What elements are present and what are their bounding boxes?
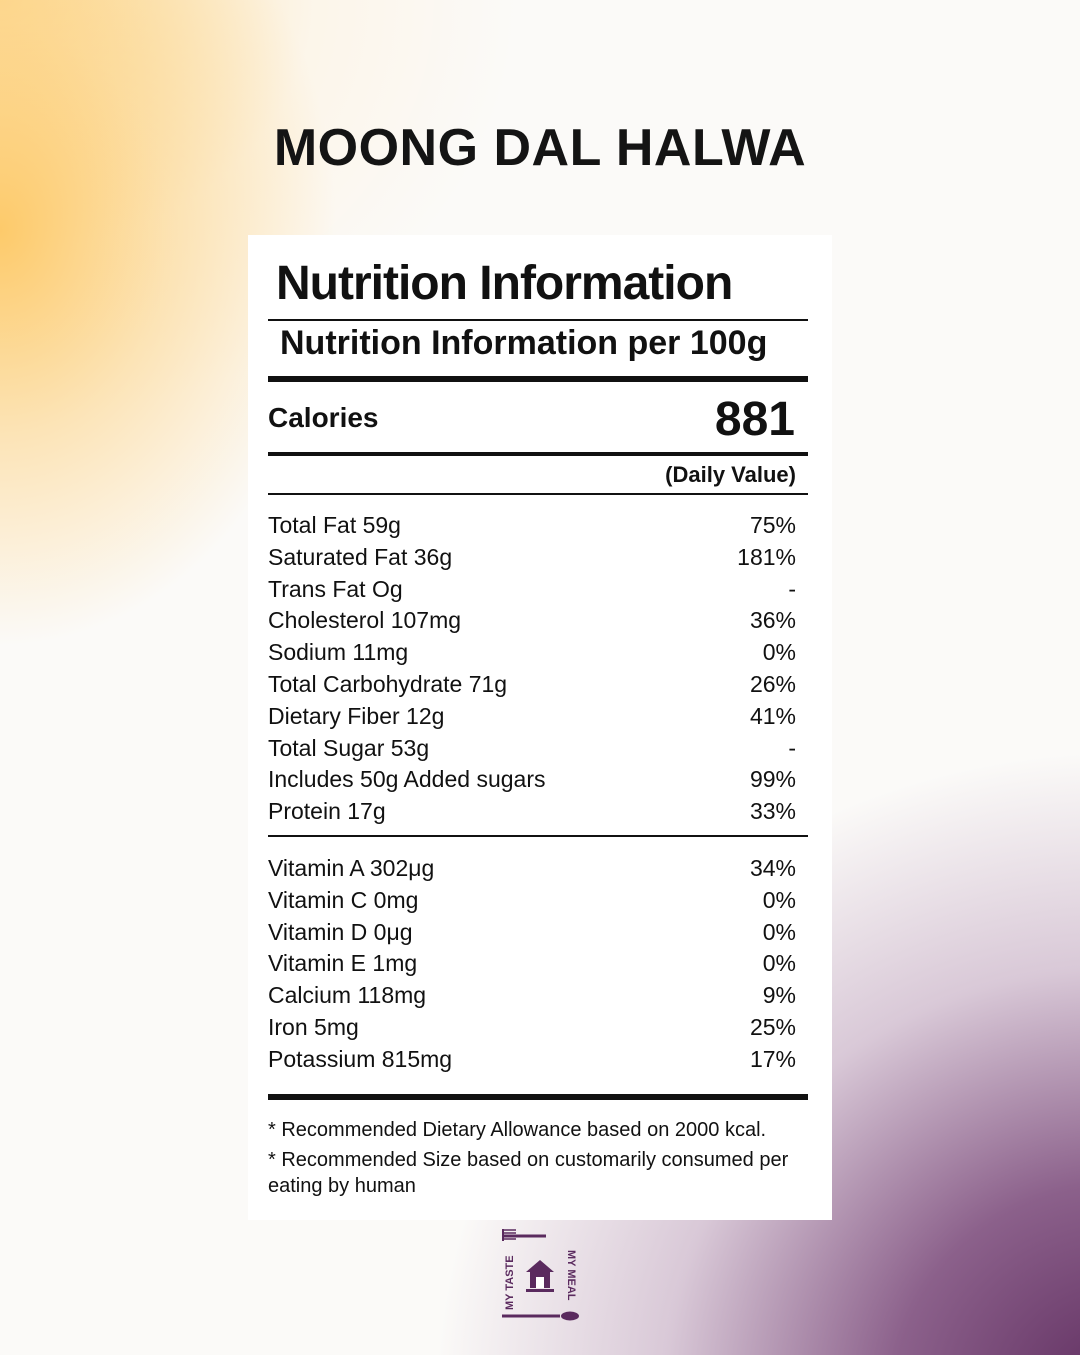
vitamin-label: Potassium 815mg: [268, 1045, 453, 1072]
vitamin-row: [268, 917, 796, 949]
logo-graphic: [498, 1228, 582, 1324]
nutrition-heading: Nutrition Information: [276, 257, 733, 310]
page-title: MOONG DAL HALWA: [273, 119, 807, 177]
nutrient-label: Includes 50g Added sugars: [268, 766, 546, 793]
vitamin-label: Calcium 118mg: [268, 982, 427, 1009]
nutrient-dv: -: [788, 734, 796, 761]
vitamin-list: [268, 853, 796, 1076]
fork-icon: [502, 1229, 546, 1241]
spoon-icon: [502, 1312, 579, 1321]
nutrient-row: [268, 605, 796, 637]
nutrient-row: [268, 637, 796, 669]
nutrient-row: [268, 510, 796, 542]
calories-label: Calories: [268, 402, 379, 433]
nutrient-label: Protein 17g: [268, 798, 386, 825]
rule-thick: [268, 376, 808, 382]
vitamin-label: Iron 5mg: [268, 1013, 359, 1040]
nutrient-row: [268, 796, 796, 828]
nutrient-label: Trans Fat Og: [268, 575, 403, 602]
rule-thick-2: [268, 1094, 808, 1100]
footnote-rda: * Recommended Dietary Allowance based on 2000 kcal.: [268, 1119, 767, 1141]
vitamin-row: [268, 853, 796, 885]
nutrient-dv: 0%: [762, 639, 796, 666]
nutrient-label: Total Sugar 53g: [268, 734, 430, 761]
vitamin-row: [268, 1012, 796, 1044]
rule-thin: [268, 319, 808, 321]
logo-right-text: MY MEAL: [565, 1250, 577, 1301]
nutrient-row: [268, 733, 796, 765]
rule-medium: [268, 452, 808, 456]
nutrient-dv: 99%: [749, 766, 796, 793]
vitamin-dv: 34%: [749, 855, 796, 881]
rule-thin-2: [268, 493, 808, 495]
nutrient-label: Cholesterol 107mg: [268, 607, 462, 634]
vitamin-row: [268, 885, 796, 917]
nutrient-row: [268, 764, 796, 796]
nutrient-dv: 41%: [749, 702, 796, 729]
vitamin-dv: 0%: [762, 886, 796, 913]
nutrition-subheading: Nutrition Information per 100g: [280, 324, 768, 362]
vitamin-row: [268, 948, 796, 980]
nutrient-label: Sodium 11mg: [268, 639, 409, 666]
calories-value: 881: [714, 393, 795, 446]
nutrient-dv: 33%: [749, 798, 796, 825]
nutrient-label: Dietary Fiber 12g: [268, 702, 445, 729]
logo-left-text: MY TASTE: [504, 1255, 516, 1310]
rule-thin-3: [268, 835, 808, 837]
nutrient-label: Total Fat 59g: [268, 512, 401, 538]
vitamin-label: Vitamin E 1mg: [268, 950, 418, 977]
vitamin-dv: 9%: [762, 982, 796, 1009]
nutrient-row: [268, 574, 796, 606]
vitamin-dv: 17%: [749, 1045, 796, 1072]
vitamin-dv: 0%: [762, 950, 796, 977]
nutrient-row: [268, 542, 796, 574]
nutrient-dv: 36%: [749, 607, 796, 634]
brand-logo: [498, 1228, 582, 1324]
nutrient-dv: 181%: [737, 543, 796, 570]
nutrient-label: Total Carbohydrate 71g: [268, 670, 508, 697]
daily-value-header: (Daily Value): [665, 462, 796, 487]
nutrient-label: Saturated Fat 36g: [268, 543, 453, 570]
vitamin-row: [268, 1044, 796, 1076]
nutrient-list: [268, 510, 796, 828]
nutrient-dv: 26%: [749, 670, 796, 697]
house-icon: [526, 1260, 554, 1292]
vitamin-label: Vitamin D 0μg: [268, 918, 413, 945]
vitamin-label: Vitamin A 302μg: [268, 855, 435, 881]
vitamin-dv: 0%: [762, 918, 796, 945]
footnote-serving: * Recommended Size based on customarily consumed per eating by human: [268, 1149, 789, 1197]
nutrient-row: [268, 701, 796, 733]
nutrient-row: [268, 669, 796, 701]
nutrient-dv: -: [788, 575, 796, 602]
nutrient-dv: 75%: [749, 512, 796, 538]
vitamin-row: [268, 980, 796, 1012]
vitamin-dv: 25%: [749, 1013, 796, 1040]
vitamin-label: Vitamin C 0mg: [268, 886, 419, 913]
